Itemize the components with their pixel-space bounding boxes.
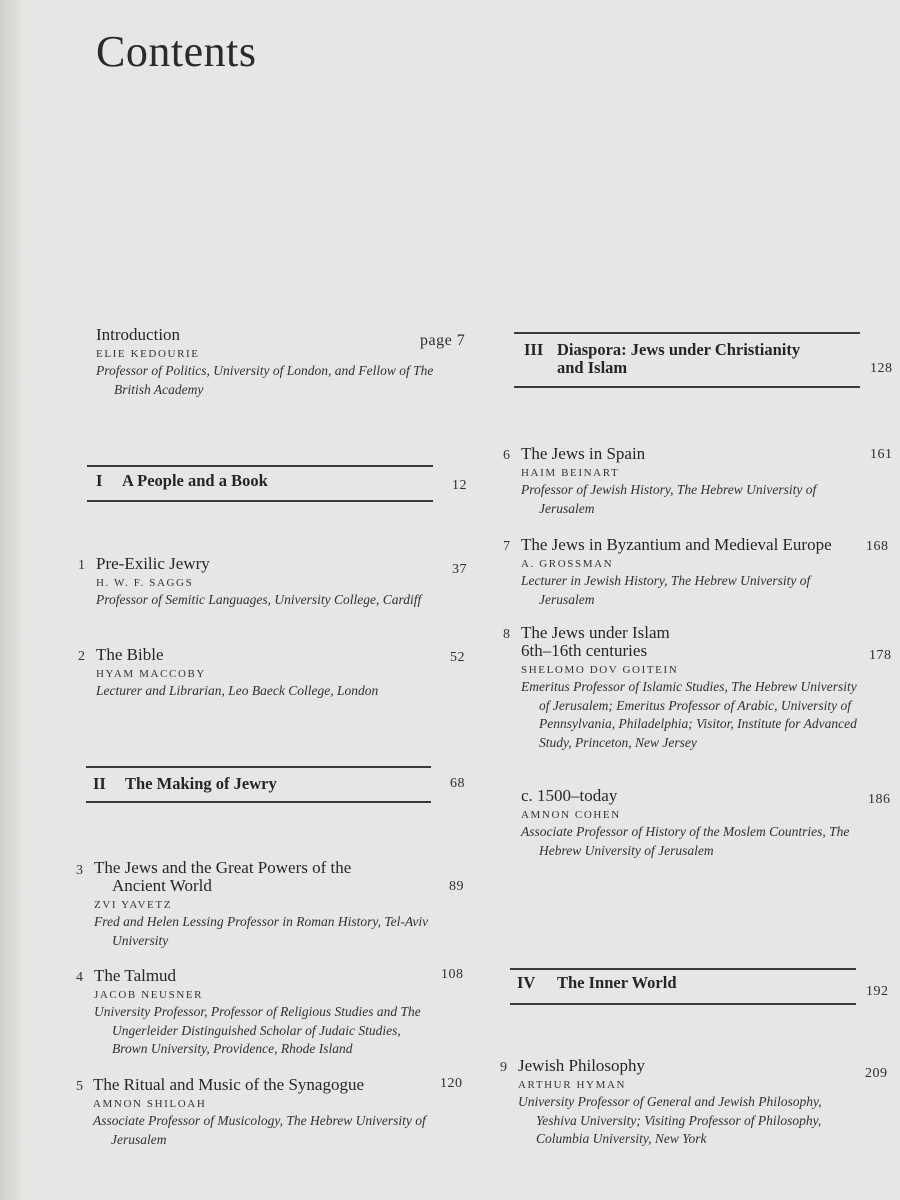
chapter-entry	[96, 555, 426, 610]
chapter-author: AMNON COHEN	[521, 809, 621, 821]
chapter-author: ARTHUR HYMAN	[518, 1079, 627, 1091]
chapter-affiliation: Fred and Helen Lessing Professor in Roman History, Tel-Aviv University	[94, 914, 429, 948]
part-numeral: I	[96, 471, 103, 490]
part-rule-bottom	[87, 500, 433, 502]
part-heading-4	[517, 974, 677, 992]
part-page: 68	[450, 776, 465, 791]
part-rule-top	[510, 968, 856, 970]
chapter-title: The Talmud	[94, 966, 177, 985]
chapter-title: The Jews in Spain	[521, 444, 646, 463]
part-title: A People and a Book	[122, 471, 268, 490]
part-rule-bottom	[510, 1003, 856, 1005]
chapter-page: 209	[865, 1066, 888, 1081]
introduction-title: Introduction	[96, 325, 181, 344]
chapter-page: 120	[440, 1076, 463, 1091]
part-rule-bottom	[86, 801, 431, 803]
chapter-author: H. W. F. SAGGS	[96, 577, 194, 589]
chapter-affiliation: Associate Professor of Musicology, The Hebrew University of Jerusalem	[93, 1113, 426, 1147]
chapter-entry	[93, 1076, 433, 1149]
chapter-page: 161	[870, 447, 893, 462]
chapter-title: Pre-Exilic Jewry	[96, 554, 210, 573]
chapter-affiliation: Emeritus Professor of Islamic Studies, The Hebrew University of Jerusalem; Emeritus Professor of Arabic, University of Pennsylvania, Philadelphia; Visitor, Institute for Advanced Study, Princeton, New Jersey	[521, 679, 857, 750]
introduction-entry	[96, 326, 441, 399]
chapter-page: 89	[449, 879, 464, 894]
chapter-affiliation: Professor of Semitic Languages, University College, Cardiff	[96, 592, 422, 607]
part-title: Diaspora: Jews under Christianity	[557, 340, 801, 359]
chapter-author: HYAM MACCOBY	[96, 668, 206, 680]
part-page: 12	[452, 478, 467, 493]
part-heading-1	[96, 472, 268, 490]
part-title-continued: and Islam	[557, 358, 628, 377]
chapter-title: The Jews in Byzantium and Medieval Europe	[521, 535, 832, 554]
part-rule-top	[87, 465, 433, 467]
part-numeral: IV	[517, 973, 536, 992]
chapter-number: 9	[500, 1060, 507, 1075]
introduction-author: ELIE KEDOURIE	[96, 348, 200, 360]
part-numeral: III	[524, 340, 544, 359]
chapter-title: Jewish Philosophy	[518, 1056, 646, 1075]
part-title: The Making of Jewry	[125, 774, 277, 793]
part-rule-bottom	[514, 386, 860, 388]
chapter-entry	[94, 967, 434, 1059]
chapter-affiliation: University Professor of General and Jewish Philosophy, Yeshiva University; Visiting Professor of Philosophy, Columbia University, New York	[518, 1094, 822, 1146]
chapter-author: JACOB NEUSNER	[94, 989, 204, 1001]
chapter-number: 8	[503, 627, 510, 642]
chapter-page: 52	[450, 650, 465, 665]
part-title: The Inner World	[557, 973, 677, 992]
chapter-affiliation: Associate Professor of History of the Moslem Countries, The Hebrew University of Jerusalem	[521, 824, 850, 858]
part-rule-top	[514, 332, 860, 334]
part-rule-top	[86, 766, 431, 768]
chapter-page: 186	[868, 792, 891, 807]
chapter-title: The Bible	[96, 645, 164, 664]
chapter-number: 3	[76, 863, 83, 878]
chapter-entry	[521, 445, 861, 518]
part-page: 128	[870, 361, 893, 376]
page-title: Contents	[96, 27, 257, 76]
part-page: 192	[866, 984, 889, 999]
part-heading-3	[524, 341, 800, 377]
chapter-affiliation: Lecturer in Jewish History, The Hebrew University of Jerusalem	[521, 573, 811, 607]
chapter-affiliation: Professor of Jewish History, The Hebrew University of Jerusalem	[521, 482, 817, 516]
chapter-number: 4	[76, 970, 83, 985]
chapter-title-continued: 6th–16th centuries	[521, 641, 648, 660]
chapter-title-continued: Ancient World	[112, 876, 212, 895]
chapter-title: The Jews under Islam	[521, 623, 670, 642]
chapter-author: AMNON SHILOAH	[93, 1098, 207, 1110]
part-numeral: II	[93, 774, 106, 793]
chapter-page: 37	[452, 562, 467, 577]
chapter-subentry	[521, 787, 866, 860]
chapter-page: 108	[441, 967, 464, 982]
chapter-author: SHELOMO DOV GOITEIN	[521, 664, 679, 676]
chapter-affiliation: University Professor, Professor of Religious Studies and The Ungerleider Distinguished Scholar of Judaic Studies, Brown University, Providence, Rhode Island	[94, 1004, 421, 1056]
chapter-author: A. GROSSMAN	[521, 558, 614, 570]
chapter-number: 6	[503, 448, 510, 463]
chapter-affiliation: Lecturer and Librarian, Leo Baeck College, London	[96, 683, 379, 698]
chapter-page: 178	[869, 648, 892, 663]
chapter-page: 168	[866, 539, 889, 554]
chapter-entry	[518, 1057, 863, 1149]
chapter-entry	[96, 646, 436, 701]
introduction-page: page 7	[420, 332, 466, 349]
chapter-number: 5	[76, 1079, 83, 1094]
chapter-entry	[521, 624, 861, 752]
chapter-entry	[94, 859, 434, 950]
page-edge-shadow	[0, 0, 24, 1200]
chapter-title: The Jews and the Great Powers of the	[94, 858, 352, 877]
chapter-number: 1	[78, 558, 85, 573]
chapter-number: 2	[78, 649, 85, 664]
chapter-title: c. 1500–today	[521, 786, 618, 805]
chapter-number: 7	[503, 539, 510, 554]
part-heading-2	[93, 775, 277, 793]
chapter-author: ZVI YAVETZ	[94, 899, 173, 911]
chapter-title: The Ritual and Music of the Synagogue	[93, 1075, 365, 1094]
chapter-entry	[521, 536, 861, 609]
introduction-affiliation: Professor of Politics, University of London, and Fellow of The British Academy	[96, 363, 434, 397]
chapter-author: HAIM BEINART	[521, 467, 620, 479]
